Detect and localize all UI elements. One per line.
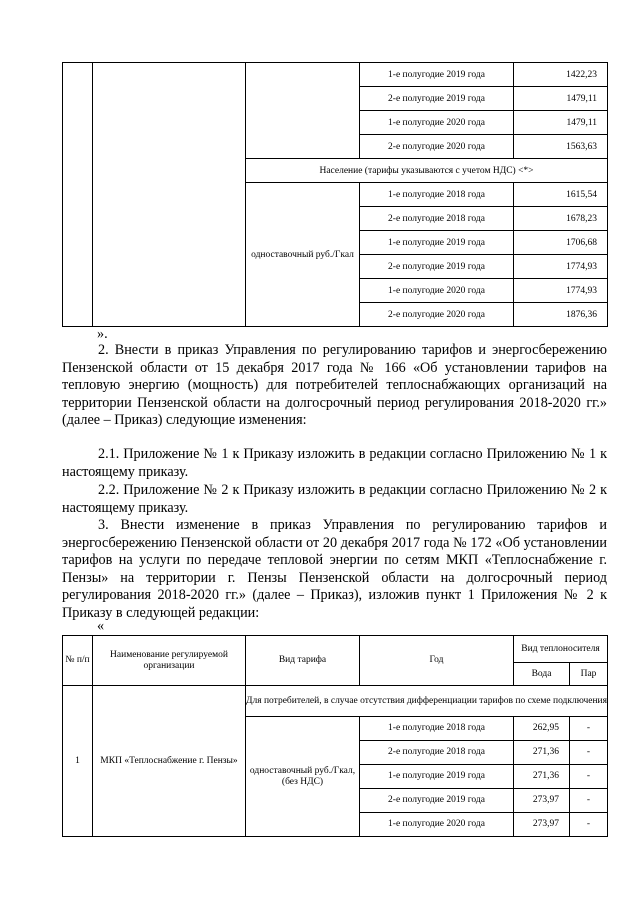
steam-cell: - [570, 717, 608, 741]
paragraph-2-1: 2.1. Приложение № 1 к Приказу изложить в редакции согласно Приложению № 1 к настоящему приказу. [62, 446, 607, 480]
period-cell: 2-е полугодие 2020 года [360, 135, 514, 159]
water-cell: 262,95 [514, 717, 570, 741]
period-cell: 1-е полугодие 2020 года [360, 279, 514, 303]
header-water: Вода [514, 663, 570, 686]
water-cell: 273,97 [514, 789, 570, 813]
row-num-cell: 1 [63, 686, 93, 837]
period-cell: 1-е полугодие 2019 года [360, 765, 514, 789]
period-cell: 1-е полугодие 2020 года [360, 111, 514, 135]
period-cell: 1-е полугодие 2018 года [360, 717, 514, 741]
value-cell: 1678,23 [514, 207, 608, 231]
header-steam: Пар [570, 663, 608, 686]
value-cell: 1479,11 [514, 111, 608, 135]
period-cell: 2-е полугодие 2019 года [360, 87, 514, 111]
header-num: № п/п [63, 636, 93, 686]
paragraph-3: 3. Внести изменение в приказ Управления по регулированию тарифов и энергосбережению Пензенской области от 20 декабря 2017 года № 172 «Об установлении тарифов на услуги по передаче тепловой энергии по сетям МКП «Теплоснабжение г. Пензы» на территории г. Пензы Пензенской области на долгосрочный период регулирования 2018-2020 гг.» (далее – Приказ), изложив пункт 1 Приложения № 2 к Приказу в следующей редакции: [62, 517, 607, 621]
period-cell: 2-е полугодие 2020 года [360, 303, 514, 327]
opening-quote: « [97, 618, 105, 634]
tariff-type-cell [246, 63, 360, 159]
paragraph-2: 2. Внести в приказ Управления по регулированию тарифов и энергосбережению Пензенской области от 15 декабря 2017 года № 166 «Об установлении тарифов на тепловую энергию (мощность) для потребителей теплоснабжающих организаций на территории Пензенской области на долгосрочный период регулирования 2018-2020 гг.» (далее – Приказ) следующие изменения: [62, 342, 607, 428]
water-cell: 271,36 [514, 741, 570, 765]
header-year: Год [360, 636, 514, 686]
period-cell: 1-е полугодие 2018 года [360, 183, 514, 207]
water-cell: 271,36 [514, 765, 570, 789]
org-cell [93, 63, 246, 327]
value-cell: 1422,23 [514, 63, 608, 87]
steam-cell: - [570, 813, 608, 837]
steam-cell: - [570, 765, 608, 789]
org-name-cell: МКП «Теплоснабжение г. Пензы» [93, 686, 246, 837]
paragraph-2-2: 2.2. Приложение № 2 к Приказу изложить в редакции согласно Приложению № 2 к настоящему приказу. [62, 482, 607, 516]
period-cell: 1-е полугодие 2019 года [360, 63, 514, 87]
tariff-type-cell: одноставочный руб./Гкал, (без НДС) [246, 717, 360, 837]
closing-quote: ». [97, 326, 108, 342]
period-cell: 2-е полугодие 2018 года [360, 207, 514, 231]
header-carrier: Вид теплоносителя [514, 636, 608, 663]
population-header: Население (тарифы указываются с учетом НДС) <*> [246, 159, 608, 183]
tariff-type-cell: одноставочный руб./Гкал [246, 183, 360, 327]
header-tariff-kind: Вид тарифа [246, 636, 360, 686]
period-cell: 1-е полугодие 2020 года [360, 813, 514, 837]
period-cell: 2-е полугодие 2019 года [360, 789, 514, 813]
period-cell: 2-е полугодие 2018 года [360, 741, 514, 765]
period-cell: 1-е полугодие 2019 года [360, 231, 514, 255]
value-cell: 1876,36 [514, 303, 608, 327]
water-cell: 273,97 [514, 813, 570, 837]
consumers-note: Для потребителей, в случае отсутствия дифференциации тарифов по схеме подключения [246, 686, 608, 717]
num-cell [63, 63, 93, 327]
value-cell: 1774,93 [514, 255, 608, 279]
value-cell: 1706,68 [514, 231, 608, 255]
tariff-table-continued [62, 62, 608, 327]
header-org: Наименование регулируемой организации [93, 636, 246, 686]
heat-transfer-tariff-table [62, 635, 608, 837]
value-cell: 1774,93 [514, 279, 608, 303]
value-cell: 1563,63 [514, 135, 608, 159]
steam-cell: - [570, 789, 608, 813]
value-cell: 1479,11 [514, 87, 608, 111]
steam-cell: - [570, 741, 608, 765]
value-cell: 1615,54 [514, 183, 608, 207]
period-cell: 2-е полугодие 2019 года [360, 255, 514, 279]
